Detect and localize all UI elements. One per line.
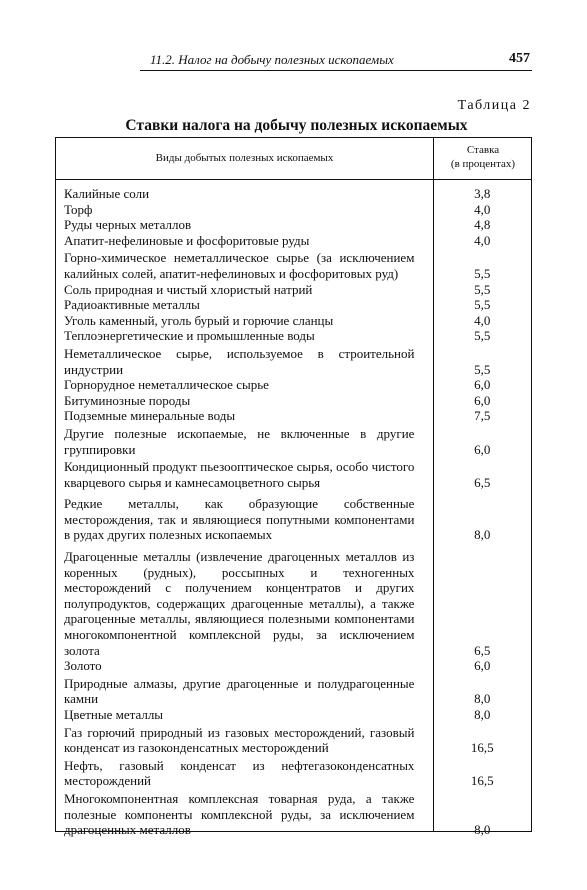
tax-rate: 6,0 [474,377,491,393]
table-row [56,282,531,298]
column-header-rate [434,143,532,171]
table-row [56,202,531,218]
mineral-name: Газ горючий природный из газовых месторождений, газовый конденсат из газоконденсатных месторождений [64,724,415,756]
tax-rate: 8,0 [474,527,491,543]
tax-rate: 4,8 [474,217,491,233]
mineral-name: Руды черных металлов [64,217,192,233]
tax-rate: 6,0 [474,441,491,457]
table-row [56,313,531,329]
tax-rate: 8,0 [474,822,491,838]
mineral-name: Редкие металлы, как образующие собственные месторождения, так и являющиеся попутными компонентами в рудах других полезных ископаемых [64,496,415,543]
column-header-rate-line2: (в процентах) [450,158,516,170]
tax-rate: 8,0 [474,691,491,707]
table-row [56,408,531,424]
tax-rate: 5,5 [474,265,491,281]
table-row [56,725,531,756]
mineral-name: Нефть, газовый конденсат из нефтегазоконденсатных месторождений [64,757,415,789]
table-row [56,758,531,789]
mineral-name: Калийные соли [64,186,150,201]
tax-rate: 7,5 [474,408,491,424]
table-row [56,250,531,281]
column-header-rate-line1: Ставка [466,144,500,156]
mineral-name: Кондиционный продукт пьезооптическое сырья, особо чистого кварцевого сырья и камнесамоцветного сырья [64,459,415,490]
tax-rate: 16,5 [470,773,494,789]
tax-rate: 3,8 [474,186,491,201]
mineral-name: Цветные металлы [64,707,164,722]
table-label: Таблица 2 [457,98,531,113]
mineral-name: Драгоценные металлы (извлечение драгоценных металлов из коренных (рудных), россыпных и техногенных месторождений с получением концентратов и других полупродуктов, содержащих драгоценные металлы), а также драгоценные металлы, являющиеся полезными компонентами многокомпонентной комплексной руды, за исключением золота [64,549,415,658]
table-body [56,186,531,838]
page-number: 457 [509,51,530,66]
table-row [56,426,531,457]
tax-rate: 5,5 [474,361,491,377]
tax-rate: 5,5 [474,297,491,313]
mineral-name: Апатит-нефелиновые и фосфоритовые руды [64,232,310,248]
tax-rate: 6,0 [474,392,491,408]
mineral-name: Радиоактивные металлы [64,297,200,313]
table-row [56,658,531,674]
tax-rate: 5,5 [474,328,491,344]
table-row [56,217,531,233]
mineral-name: Золото [64,658,102,674]
table-row [56,377,531,393]
table-row [56,186,531,202]
header-rule [140,70,532,71]
mineral-name: Теплоэнергетические и промышленные воды [64,328,315,344]
table-row [56,791,531,838]
mineral-name: Торф [64,201,93,217]
column-header-kind: Виды добытых полезных ископаемых [155,152,334,164]
table-row [56,233,531,249]
tax-rate: 16,5 [470,740,494,756]
mineral-name: Горнорудное неметаллическое сырье [64,377,269,393]
mineral-name: Природные алмазы, другие драгоценные и полудрагоценные камни [64,675,415,707]
table-title: Ставки налога на добычу полезных ископаемых [125,117,468,134]
header-divider [56,179,531,180]
table-row [56,707,531,723]
tax-rate: 5,5 [474,281,491,297]
mineral-name: Битуминозные породы [64,392,191,408]
table-row [56,676,531,707]
tax-rate: 8,0 [474,707,491,722]
table-row [56,328,531,344]
mineral-name: Уголь каменный, уголь бурый и горючие сланцы [64,312,334,328]
table-row [56,459,531,490]
tax-rate: 6,5 [474,474,491,490]
table-row [56,346,531,377]
tax-rate: 4,0 [474,312,491,328]
mineral-name: Соль природная и чистый хлористый натрий [64,281,313,297]
rates-table [55,137,532,838]
mineral-name: Другие полезные ископаемые, не включенные в другие группировки [64,425,415,457]
tax-rate: 6,0 [474,658,491,674]
table-row [56,297,531,313]
mineral-name: Горно-химическое неметаллическое сырье (за исключением калийных солей, апатит-нефелиновых и фосфоритовых руд) [64,250,415,281]
table-row [56,549,531,658]
mineral-name: Подземные минеральные воды [64,408,236,424]
table-row [56,496,531,543]
tax-rate: 6,5 [474,642,491,658]
mineral-name: Многокомпонентная комплексная товарная руда, а также полезные компоненты комплексной руды, за исключением драгоценных металлов [64,790,415,838]
tax-rate: 4,0 [474,232,491,248]
tax-rate: 4,0 [474,201,491,217]
mineral-name: Неметаллическое сырье, используемое в строительной индустрии [64,345,415,377]
table-row [56,393,531,409]
running-header-title: 11.2. Налог на добычу полезных ископаемых [150,52,394,67]
